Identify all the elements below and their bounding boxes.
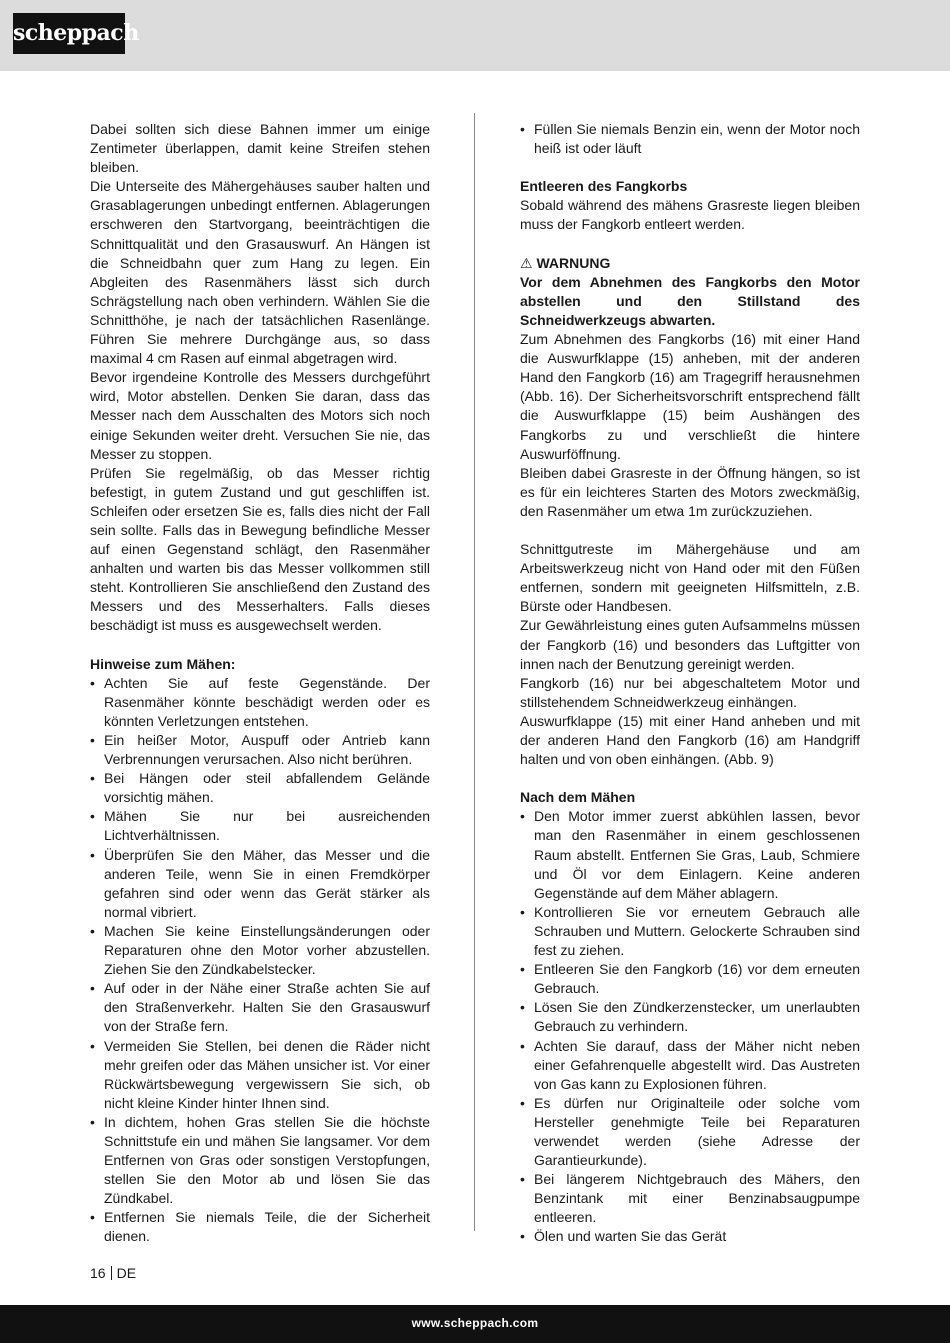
- paragraph-blade-check: Bevor irgendeine Kontrolle des Messers durchgeführt wird, Motor abstellen. Denken Sie daran, dass das Messer nach dem Ausschalten des Motors sich noch einige Sekunden weiter dreht. Versuchen Sie nie, das Messer zu stoppen.: [90, 369, 430, 462]
- warning-icon: ⚠: [520, 254, 533, 271]
- list-item: • Lösen Sie den Zündkerzenstecker, um unerlaubten Gebrauch zu verhindern.: [520, 998, 860, 1036]
- paragraph-collection: Zur Gewährleistung eines guten Aufsammelns müssen der Fangkorb (16) und besonders das Luftgitter von innen nach der Benutzung gereinigt werden.: [520, 617, 860, 672]
- spacer: [520, 521, 860, 540]
- list-item: • Machen Sie keine Einstellungsänderungen oder Reparaturen ohne den Motor vorher abzustellen. Ziehen Sie den Zündkabelstecker.: [90, 922, 430, 979]
- warning-title: WARNUNG: [536, 254, 611, 271]
- list-item: • Ölen und warten Sie das Gerät: [520, 1227, 860, 1246]
- spacer: [90, 636, 430, 655]
- list-item: • Achten Sie darauf, dass der Mäher nicht neben einer Gefahrenquelle abgestellt wird. Das Austreten von Gas kann zu Explosionen führen.: [520, 1037, 860, 1094]
- page-number-value: 16: [90, 1265, 106, 1281]
- warning-heading: [520, 254, 860, 273]
- warning-text: Vor dem Abnehmen des Fangkorbs den Motor abstellen und den Stillstand des Schneidwerkzeugs abwarten.: [520, 273, 860, 328]
- paragraph-underside: Die Unterseite des Mähergehäuses sauber halten und Grasablagerungen unbedingt entfernen. Ablagerungen erschweren den Startvorgang, beeinträchtigen die Schnittqualität und den Grasauswurf. An Hängen ist die Schneidbahn quer zum Hang zu legen. Ein Abgleiten des Rasenmähers lässt sich durch Schrägstellung nach oben verhindern. Wählen Sie die Schnitthöhe, je nach der tatsächlichen Rasenlänge. Führen Sie mehrere Durchgänge aus, so dass maximal 4 cm Rasen auf einmal abgetragen wird.: [90, 178, 430, 367]
- heading-empty-catcher: Entleeren des Fangkorbs: [520, 178, 688, 195]
- column-divider: [474, 113, 475, 1231]
- list-item: • Füllen Sie niemals Benzin ein, wenn der Motor noch heiß ist oder läuft: [520, 120, 860, 158]
- list-item: • Bei längerem Nichtgebrauch des Mähers, den Benzintank mit einer Benzinabsaugpumpe entleeren.: [520, 1170, 860, 1227]
- left-column: [90, 120, 430, 1247]
- header-band: [0, 0, 950, 71]
- paragraph-overlap: Dabei sollten sich diese Bahnen immer um einige Zentimeter überlappen, damit keine Streifen stehen bleiben.: [90, 121, 430, 176]
- list-item: • Entleeren Sie den Fangkorb (16) vor dem erneuten Gebrauch.: [520, 960, 860, 998]
- list-item: • Entfernen Sie niemals Teile, die der Sicherheit dienen.: [90, 1208, 430, 1246]
- paragraph-ejection-flap: Auswurfklappe (15) mit einer Hand anheben und mit der anderen Hand den Fangkorb (16) am Handgriff halten und von oben einhängen. (Abb. 9): [520, 712, 860, 768]
- page-number: [90, 1265, 136, 1282]
- paragraph-clippings: Schnittgutreste im Mähergehäuse und am Arbeitswerkzeug nicht von Hand oder mit den Füßen entfernen, sondern mit geeigneten Hilfsmitteln, z.B. Bürste oder Handbesen.: [520, 541, 860, 615]
- heading-mowing-tips: Hinweise zum Mähen:: [90, 655, 236, 672]
- list-item: • Den Motor immer zuerst abkühlen lassen, bevor man den Rasenmäher in einem geschlossenen Raum abstellt. Entfernen Sie Gras, Laub, Schmiere und Öl vor dem Einlagern. Keine anderen Gegenstände auf dem Mäher ablagern.: [520, 807, 860, 902]
- list-item: • Bei Hängen oder steil abfallendem Gelände vorsichtig mähen.: [90, 769, 430, 807]
- spacer: [520, 235, 860, 254]
- list-item: • Vermeiden Sie Stellen, bei denen die Räder nicht mehr greifen oder das Mähen unsicher ist. Vor einer Rückwärtsbewegung vergewissern Sie sich, ob nicht kleine Kinder hinter Ihnen sind.: [90, 1037, 430, 1113]
- list-item: • Es dürfen nur Originalteile oder solche vom Hersteller genehmigte Teile bei Reparaturen verwendet werden (siehe Adresse der Garantieurkunde).: [520, 1094, 860, 1170]
- brand-logo: scheppach: [13, 13, 125, 54]
- footer-band: [0, 1305, 950, 1343]
- list-item: • Überprüfen Sie den Mäher, das Messer und die anderen Teile, wenn Sie in einen Fremdkörper gefahren sind oder wenn das Gerät stärker als normal vibriert.: [90, 846, 430, 922]
- right-column: [520, 120, 860, 1247]
- paragraph-remove-catcher: Zum Abnehmen des Fangkorbs (16) mit einer Hand die Auswurfklappe (15) anheben, mit der anderen Hand den Fangkorb (16) am Tragegriff herausnehmen (Abb. 16). Der Sicherheitsvorschrift entsprechend fällt die Auswurfklappe (15) beim Aushängen des Fangkorbs zu und verschließt die hintere Auswurföffnung.: [520, 331, 860, 462]
- spacer: [520, 158, 860, 177]
- list-item: • Achten Sie auf feste Gegenstände. Der Rasenmäher könnte beschädigt werden oder es könnten Verletzungen entstehen.: [90, 674, 430, 731]
- website-url: www.scheppach.com: [411, 1316, 539, 1330]
- after-mowing-list: [520, 807, 860, 1246]
- page-separator: [111, 1266, 112, 1280]
- list-item: • Ein heißer Motor, Auspuff oder Antrieb kann Verbrennungen verursachen. Also nicht berühren.: [90, 731, 430, 769]
- paragraph-grass-residue: Bleiben dabei Grasreste in der Öffnung hängen, so ist es für ein leichteres Starten des Motors zweckmäßig, den Rasenmäher um etwa 1m zurückzuziehen.: [520, 464, 860, 519]
- list-item: • Mähen Sie nur bei ausreichenden Lichtverhältnissen.: [90, 807, 430, 845]
- list-item: • Kontrollieren Sie vor erneutem Gebrauch alle Schrauben und Muttern. Gelockerte Schrauben sind fest zu ziehen.: [520, 903, 860, 960]
- fuel-tips-list: [520, 120, 860, 158]
- paragraph-attach-catcher: Fangkorb (16) nur bei abgeschaltetem Motor und stillstehendem Schneidwerkzeug einhängen.: [520, 674, 860, 710]
- spacer: [520, 769, 860, 788]
- heading-after-mowing: Nach dem Mähen: [520, 789, 636, 806]
- list-item: • Auf oder in der Nähe einer Straße achten Sie auf den Straßenverkehr. Halten Sie den Grasauswurf von der Straße fern.: [90, 979, 430, 1036]
- paragraph-blade-inspect: Prüfen Sie regelmäßig, ob das Messer richtig befestigt, in gutem Zustand und gut geschliffen ist. Schleifen oder ersetzen Sie es, falls dies nicht der Fall sein sollte. Falls das in Bewegung befindliche Messer auf einen Gegenstand schlägt, den Rasenmäher anhalten und warten bis das Messer vollkommen still steht. Kontrollieren Sie anschließend den Zustand des Messers und des Messerhalters. Falls dieses beschädigt ist muss es ausgewechselt werden.: [90, 464, 430, 634]
- mowing-tips-list: [90, 674, 430, 1247]
- paragraph-empty-catcher: Sobald während des mähens Grasreste liegen bleiben muss der Fangkorb entleert werden.: [520, 197, 860, 233]
- list-item: • In dichtem, hohen Gras stellen Sie die höchste Schnittstufe ein und mähen Sie langsamer. Vor dem Entfernen von Gras oder sonstigen Verstopfungen, stellen Sie den Motor ab und lösen Sie das Zündkabel.: [90, 1113, 430, 1208]
- language-code: DE: [116, 1265, 137, 1281]
